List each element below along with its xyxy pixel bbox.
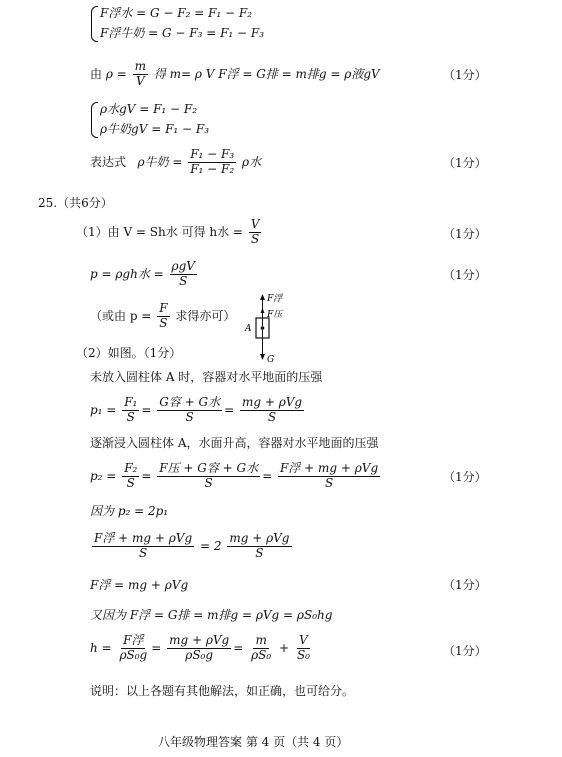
q25-alt-method: （或由 p = $\frac{F}{S}$ 求得亦可） [90, 301, 236, 330]
q25-fbuoy-eq: F浮 = mg + ρVg [90, 578, 189, 592]
q25-also: 又因为 F浮 = G排 = m排g = ρVg = ρS₀hg [90, 608, 333, 622]
q25-ratio-eq: $\frac{\text{F浮 + mg + ρVg}}{S}$ = 2 $\frac{\text{mg + ρVg}}{S}$ [94, 531, 290, 560]
q25-part2-title: （2）如图。（1分） [76, 346, 182, 360]
force-origin-dot [261, 326, 265, 330]
label-f-pressure: F压 [267, 310, 283, 320]
q25-h-eq: h = $\frac{\text{F浮}}{\text{ρS₀g}}$ = $\frac{\text{mg + ρVg}}{\text{ρS₀g}}$ = $\frac{m}{\text{ρS₀}}$ + $\frac{V}{\text{S₀}}$ [90, 633, 310, 662]
frac-alt: $\frac{F}{S}$ [159, 301, 168, 330]
question-25-title: 25.（共6分） [38, 196, 113, 210]
arrow-buoyancy-head [260, 294, 265, 300]
eq-rho-water: ρ水gV = F₁ − F₂ [100, 102, 198, 116]
page-footer: 八年级物理答案 第 4 页（共 4 页） [158, 735, 349, 749]
score-7: （1分） [443, 644, 487, 658]
q25-p1-eq: p₁ = $\frac{\text{F₁}}{S}$ = $\frac{\text{G容 + G水}}{S}$ = $\frac{\text{mg + ρVg}}{S}$ [90, 395, 303, 424]
frac-pressure: $\frac{\text{ρgV}}{S}$ [171, 259, 195, 288]
q25-desc-before: 未放入圆柱体 A 时，容器对水平地面的压强 [90, 370, 323, 384]
score-2: （1分） [443, 156, 487, 170]
eq-buoyancy-milk: F浮牛奶 = G − F₃ = F₁ − F₃ [100, 26, 265, 40]
q25-because: 因为 p₂ = 2p₁ [90, 504, 169, 518]
brace-system2 [91, 102, 98, 138]
score-6: （1分） [443, 578, 487, 592]
score-1: （1分） [443, 68, 487, 82]
q25-desc-after: 逐渐浸入圆柱体 A，水面升高，容器对水平地面的压强 [90, 436, 379, 450]
grading-note: 说明：以上各题有其他解法，如正确，也可给分。 [90, 684, 355, 698]
eq-expression: 表达式 ρ牛奶 = $\frac{\text{F₁ − F₃}}{\text{F₁ − F₂}}$ ρ水 [90, 147, 262, 176]
frac-h-water: $\frac{V}{S}$ [250, 217, 260, 246]
eq-rho-milk: ρ牛奶gV = F₁ − F₃ [100, 122, 210, 136]
label-g: G [267, 355, 275, 365]
score-5: （1分） [443, 470, 487, 484]
arrow-pressure-head [261, 308, 265, 313]
label-f-buoyancy: F浮 [267, 294, 283, 304]
frac-expression: $\frac{\text{F₁ − F₃}}{\text{F₁ − F₂}}$ [190, 147, 235, 176]
arrow-gravity-head [260, 354, 265, 360]
label-a: A [245, 324, 252, 334]
force-diagram [240, 290, 300, 366]
eq-buoyancy-water: F浮水 = G − F₂ = F₁ − F₂ [100, 6, 253, 20]
q25-part1-line: （1）由 V = Sh水 可得 h水 = $\frac{V}{S}$ [76, 217, 260, 246]
score-4: （1分） [443, 268, 487, 282]
brace-system1 [91, 6, 98, 42]
q25-p2-eq: p₂ = $\frac{\text{F₂}}{S}$ = $\frac{\text{F压 + G容 + G水}}{S}$ = $\frac{\text{F浮 + mg + ρVg}}{S}$ [90, 461, 379, 490]
frac-density: $\frac{m}{V}$ [134, 59, 146, 88]
eq-density-line: 由 ρ = $\frac{m}{V}$ 得 m= ρ V F浮 = G排 = m排g = ρ液gV [90, 59, 380, 88]
q25-pressure-line: p = ρgh水 = $\frac{\text{ρgV}}{S}$ [90, 259, 195, 288]
score-3: （1分） [443, 227, 487, 241]
